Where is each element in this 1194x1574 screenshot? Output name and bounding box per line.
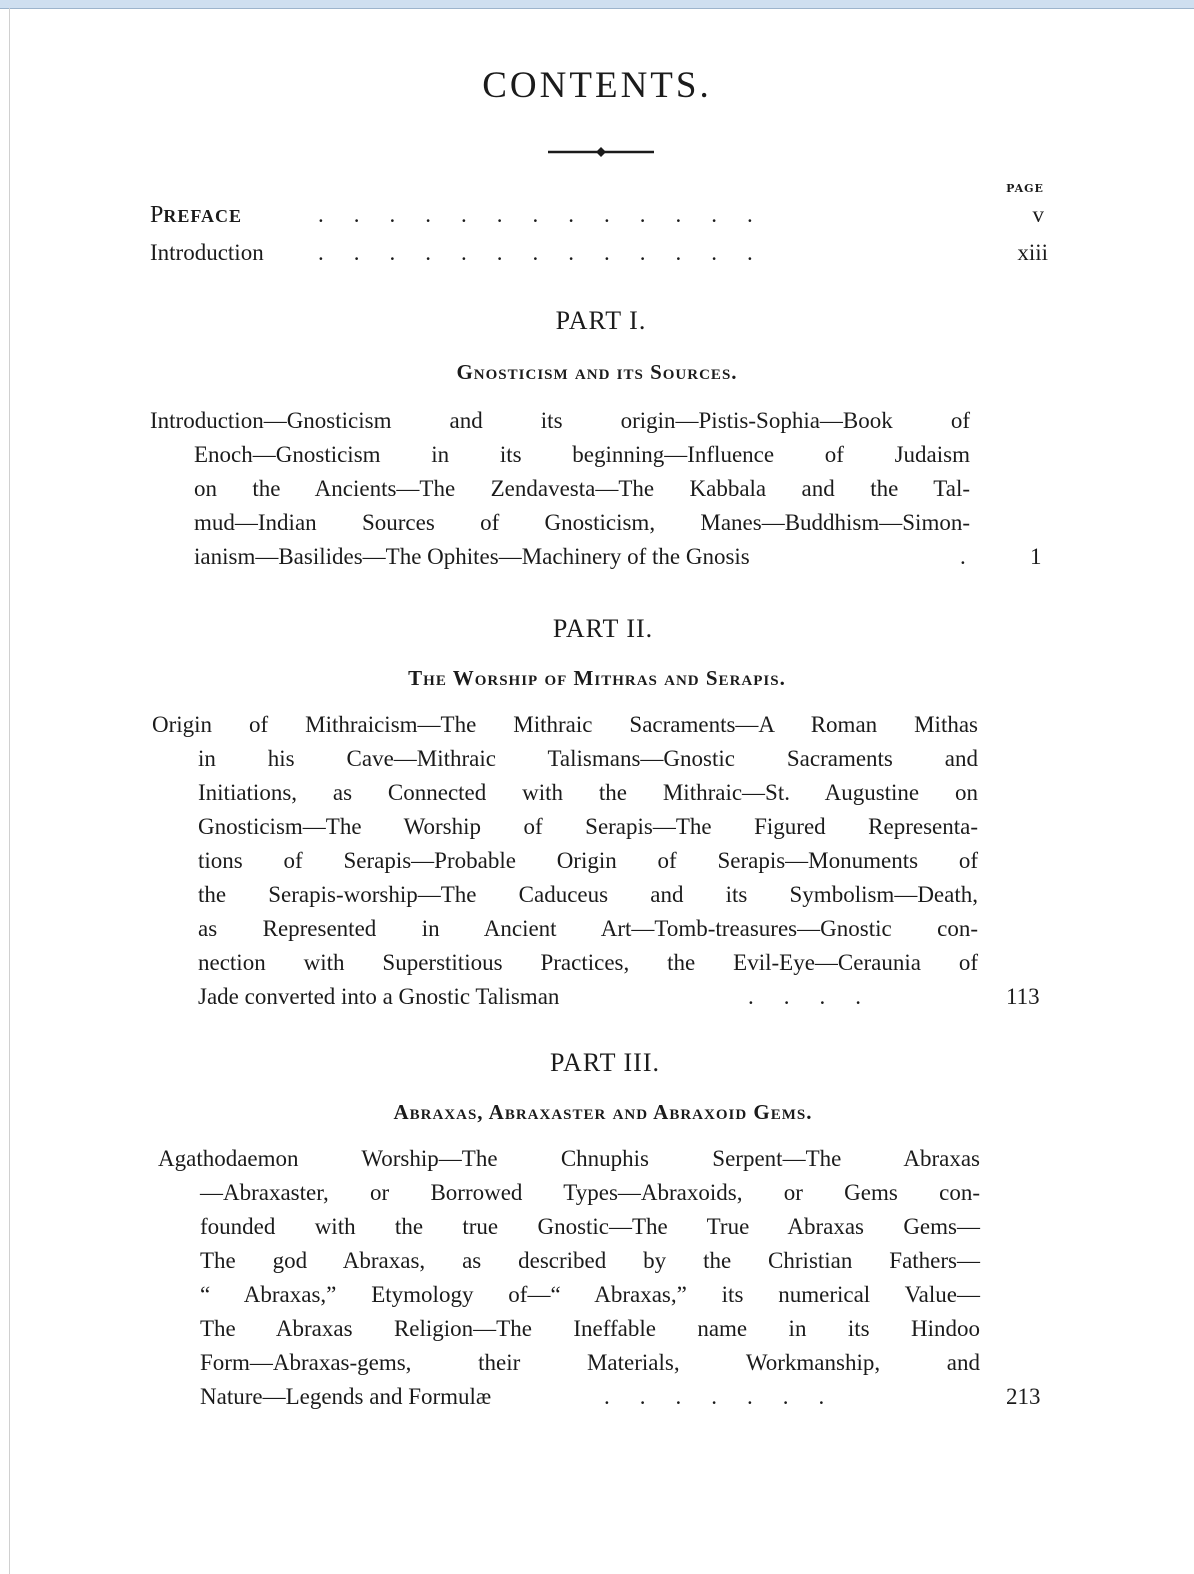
- toc-line: Introduction—Gnosticism and its origin—Pistis-Sophia—Book of: [150, 408, 970, 433]
- toc-line: The Abraxas Religion—The Ineffable name in its Hindoo: [200, 1316, 980, 1341]
- toc-line: mud—Indian Sources of Gnosticism, Manes—Buddhism—Simon-: [194, 510, 970, 535]
- toc-line: on the Ancients—The Zendavesta—The Kabbala and the Tal-: [194, 476, 970, 501]
- toc-line: Initiations, as Connected with the Mithraic—St. Augustine on: [198, 780, 978, 805]
- toc-entry-part-3[interactable]: [158, 1142, 1041, 1414]
- toc-line: nection with Superstitious Practices, the Evil-Eye—Ceraunia of: [198, 950, 978, 975]
- toc-entry-label: PREFACE: [150, 202, 243, 228]
- toc-page-number: 113: [1006, 984, 1040, 1009]
- toc-line: Nature—Legends and Formulæ: [200, 1384, 492, 1409]
- toc-entry-introduction[interactable]: [150, 240, 1054, 270]
- dot-leader: .............: [318, 240, 783, 265]
- toc-last-line: [200, 1380, 1041, 1414]
- toc-line: the Serapis-worship—The Caduceus and its Symbolism—Death,: [198, 882, 978, 907]
- dot-leader: .: [960, 544, 996, 569]
- part-heading: PART III.: [549, 1048, 661, 1077]
- toc-entry-preface[interactable]: [150, 202, 1054, 232]
- toc-line: “ Abraxas,” Etymology of—“ Abraxas,” its numerical Value—: [200, 1282, 980, 1307]
- toc-last-line: [194, 540, 1042, 574]
- dot-leader: ....: [748, 984, 891, 1009]
- toc-line: Origin of Mithraicism—The Mithraic Sacraments—A Roman Mithas: [152, 712, 978, 737]
- toc-line: The god Abraxas, as described by the Christian Fathers—: [200, 1248, 980, 1273]
- part-heading: PART I.: [555, 306, 647, 335]
- title-ornament: [548, 146, 654, 158]
- page-column-label: PAGE: [1006, 182, 1044, 195]
- toc-line: Gnosticism—The Worship of Serapis—The Figured Representa-: [198, 814, 978, 839]
- toc-entry-part-1[interactable]: [150, 404, 1042, 574]
- toc-page-number: xiii: [1017, 240, 1048, 265]
- toc-line: in his Cave—Mithraic Talismans—Gnostic Sacraments and: [198, 746, 978, 771]
- page-title: CONTENTS.: [482, 65, 712, 106]
- dot-leader: .......: [604, 1384, 855, 1409]
- toc-line: tions of Serapis—Probable Origin of Serapis—Monuments of: [198, 848, 978, 873]
- toc-line: as Represented in Ancient Art—Tomb-treasures—Gnostic con-: [198, 916, 978, 941]
- toc-page-number: 213: [1006, 1384, 1041, 1409]
- dot-leader: .............: [318, 202, 783, 227]
- toc-last-line: [198, 980, 1040, 1014]
- toc-line: Form—Abraxas-gems, their Materials, Workmanship, and: [200, 1350, 980, 1375]
- toc-line: Jade converted into a Gnostic Talisman: [198, 984, 560, 1009]
- toc-line: Enoch—Gnosticism in its beginning—Influence of Judaism: [194, 442, 970, 467]
- toc-page-number: v: [1032, 202, 1044, 227]
- toc-page-number: 1: [1030, 544, 1042, 569]
- toc-line: ianism—Basilides—The Ophites—Machinery of the Gnosis: [194, 544, 750, 569]
- toc-entry-part-2[interactable]: [152, 708, 1040, 1014]
- toc-line: Agathodaemon Worship—The Chnuphis Serpent—The Abraxas: [158, 1146, 980, 1171]
- toc-entry-label: Introduction: [150, 240, 264, 265]
- part-subtitle: Abraxas, Abraxaster and Abraxoid Gems.: [393, 1100, 813, 1124]
- part-subtitle: Gnosticism and its Sources.: [456, 360, 738, 384]
- part-heading: PART II.: [552, 614, 654, 643]
- toc-line: founded with the true Gnostic—The True Abraxas Gems—: [200, 1214, 980, 1239]
- part-subtitle: The Worship of Mithras and Serapis.: [408, 666, 786, 690]
- toc-line: —Abraxaster, or Borrowed Types—Abraxoids, or Gems con-: [200, 1180, 980, 1205]
